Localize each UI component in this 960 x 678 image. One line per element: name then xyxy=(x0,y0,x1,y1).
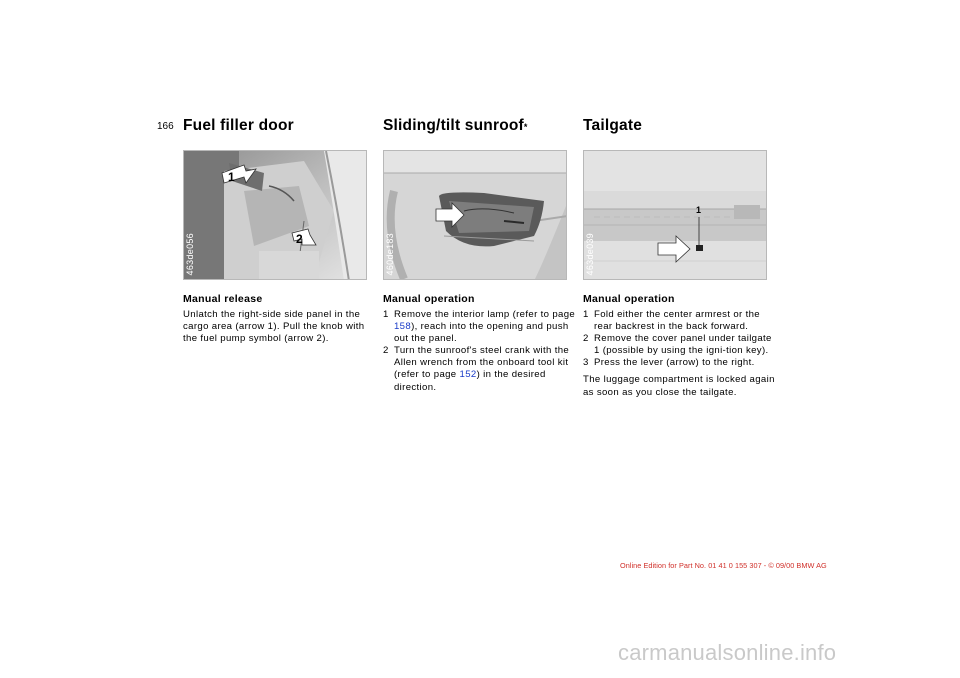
page-number: 166 xyxy=(157,121,174,132)
sunroof-illustration xyxy=(384,151,567,280)
sunroof-image-id: 460de183 xyxy=(385,232,395,275)
tailgate-column xyxy=(583,116,775,398)
list-item xyxy=(383,345,579,393)
list-item xyxy=(383,309,579,345)
step-number: 3 xyxy=(583,357,589,369)
page-link-152[interactable]: 152 xyxy=(459,369,477,381)
list-item xyxy=(583,309,779,333)
step-number: 1 xyxy=(383,309,389,320)
sunroof-photo xyxy=(383,150,567,280)
tailgate-note: The luggage compartment is locked again as soon as you close the tailgate. xyxy=(583,374,775,398)
watermark: carmanualsonline.info xyxy=(618,640,837,665)
arrow-1-label: 1 xyxy=(228,170,235,184)
sunroof-title xyxy=(383,116,575,138)
list-item xyxy=(583,333,779,357)
tailgate-section xyxy=(583,293,779,399)
fuel-filler-column xyxy=(183,116,375,345)
fuel-filler-body: Unlatch the right-side side panel in the cargo area (arrow 1). Pull the knob with the fuel pump symbol (arrow 2). xyxy=(183,309,365,345)
step-text: Press the lever (arrow) to the right. xyxy=(594,357,755,369)
sunroof-column xyxy=(383,116,576,393)
fuel-filler-photo xyxy=(183,150,367,280)
step-text: Fold either the center armrest or the rear backrest in the back forward. xyxy=(594,309,760,333)
sunroof-steps xyxy=(383,309,579,394)
optional-equipment-mark: * xyxy=(523,122,528,132)
step-text: ) in the desired direction. xyxy=(394,369,546,393)
fuel-filler-illustration xyxy=(184,151,367,280)
page-link-158[interactable]: 158 xyxy=(394,321,412,333)
sunroof-subheading: Manual operation xyxy=(383,293,475,305)
tailgate-steps xyxy=(583,309,779,369)
footer-edition-note: Online Edition for Part No. 01 41 0 155 307 - © 09/00 BMW AG xyxy=(620,561,827,570)
tailgate-subheading: Manual operation xyxy=(583,293,675,305)
step-number: 2 xyxy=(383,345,389,357)
fuel-filler-image-id: 463de056 xyxy=(185,232,195,275)
tailgate-title: Tailgate xyxy=(583,117,643,134)
step-text: ), reach into the opening and push out the panel. xyxy=(394,321,569,345)
tailgate-marker-label: 1 xyxy=(696,205,702,215)
tailgate-image-id: 463de039 xyxy=(585,232,595,275)
step-text: Remove the interior lamp (refer to page xyxy=(394,309,576,320)
tailgate-photo xyxy=(583,150,767,280)
fuel-filler-title: Fuel filler door xyxy=(183,117,294,134)
list-item xyxy=(583,357,779,369)
sunroof-title-text: Sliding/tilt sunroof xyxy=(383,117,524,134)
tailgate-illustration xyxy=(584,151,767,280)
sunroof-section xyxy=(383,293,579,394)
fuel-filler-subheading: Manual release xyxy=(183,293,263,305)
fuel-filler-section xyxy=(183,293,379,345)
step-text: Remove the cover panel under tailgate 1 (possible by using the igni-tion key). xyxy=(594,333,772,357)
step-text: Turn the sunroof's steel crank with the Allen wrench from the onboard tool kit (refer to page xyxy=(394,345,570,381)
step-number: 2 xyxy=(583,333,589,345)
step-number: 1 xyxy=(583,309,589,320)
arrow-2-label: 2 xyxy=(296,232,303,246)
